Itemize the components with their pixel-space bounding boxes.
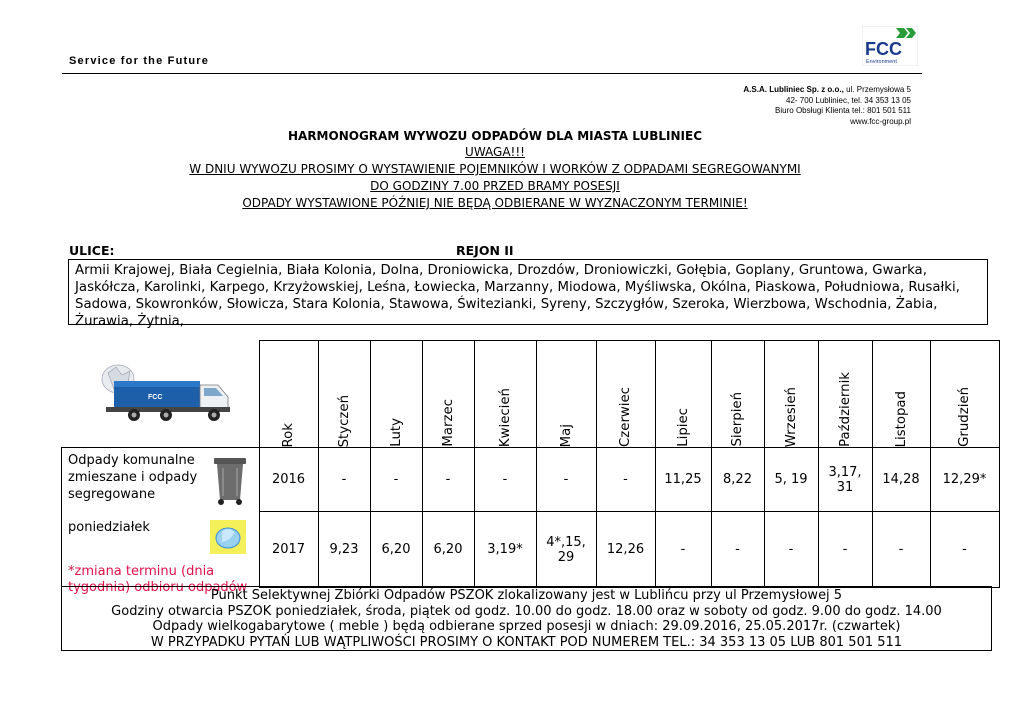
- company-name: A.S.A. Lubliniec Sp. z o.o.,: [743, 85, 844, 94]
- col-label: Listopad: [893, 390, 909, 447]
- col-label: Luty: [388, 418, 404, 447]
- svg-text:FCC: FCC: [865, 39, 902, 59]
- fcc-logo: [862, 26, 918, 66]
- cell-2017-kwiecien: 3,19*: [474, 512, 536, 588]
- svg-text:FCC: FCC: [147, 393, 162, 401]
- col-label: Czerwiec: [618, 387, 633, 447]
- truck-cell: [62, 341, 260, 448]
- col-label: Grudzień: [957, 387, 972, 447]
- warning-title: UWAGA!!!: [465, 145, 525, 159]
- cell-2017-pazdziernik: -: [818, 512, 872, 588]
- warning-line-3: ODPADY WYSTAWIONE PÓŹNIEJ NIE BĘDĄ ODBIERANE W WYZNACZONYM TERMINIE!: [242, 196, 748, 210]
- cell-2016-rok: 2016: [259, 448, 318, 512]
- cell-2017-grudzien: -: [930, 512, 999, 588]
- col-label: Sierpień: [730, 392, 745, 447]
- streets-label: ULICE:: [69, 243, 115, 258]
- region-label: REJON II: [456, 243, 514, 258]
- header-divider: [62, 73, 922, 74]
- recycling-bag-icon: [208, 518, 248, 556]
- waste-type-cell: [62, 448, 260, 595]
- page-title: HARMONOGRAM WYWOZU ODPADÓW DLA MIASTA LUBLINIEC: [287, 129, 703, 143]
- tagline: Service for the Future: [69, 55, 210, 67]
- cell-2017-czerwiec: 12,26: [596, 512, 655, 588]
- company-address: [743, 85, 911, 127]
- col-pazdziernik: [818, 341, 872, 448]
- logo-sub: Environment: [866, 59, 897, 65]
- waste-bin-icon: [210, 454, 250, 506]
- col-label: Październik: [837, 372, 853, 447]
- cell-2017-luty: 6,20: [370, 512, 422, 588]
- col-styczen: [318, 341, 370, 448]
- company-city: 42- 700 Lubliniec, tel. 34 353 13 05: [786, 95, 911, 105]
- col-grudzien: [930, 341, 999, 448]
- company-web[interactable]: www.fcc-group.pl: [850, 116, 911, 126]
- cell-2017-marzec: 6,20: [422, 512, 474, 588]
- cell-2017-styczen: 9,23: [318, 512, 370, 588]
- cell-2017-wrzesien: -: [764, 512, 818, 588]
- waste-type-label: Odpady komunalne zmieszane i odpady segregowane: [68, 453, 198, 502]
- pszok-location: Punkt Selektywnej Zbiórki Odpadów PSZOK zlokalizowany jest w Lublińcu przy ul Przemysłowej 5: [210, 588, 843, 603]
- col-wrzesien: [764, 341, 818, 448]
- pickup-day-label: poniedziałek: [68, 520, 150, 535]
- contact-info: W PRZYPADKU PYTAŃ LUB WĄTPLIWOŚCI PROSIMY O KONTAKT POD NUMEREM TEL.: 34 353 13 05 LUB 801 501 511: [150, 634, 903, 650]
- bulky-waste-dates: Odpady wielkogabarytowe ( meble ) będą odbierane sprzed posesji w dniach: 29.09.2016, 25.05.2017r. (czwartek): [152, 619, 901, 635]
- col-marzec: [422, 341, 474, 448]
- col-kwiecien: [474, 341, 536, 448]
- schedule-table: [61, 340, 1000, 595]
- cell-2016-styczen: -: [318, 448, 370, 512]
- col-label: Wrzesień: [783, 386, 799, 447]
- col-label: Kwiecień: [497, 387, 513, 447]
- footer-info: [61, 586, 992, 651]
- cell-2016-czerwiec: -: [596, 448, 655, 512]
- col-label: Styczeń: [336, 394, 352, 447]
- warning-line-1: W DNIU WYWOZU PROSIMY O WYSTAWIENIE POJEMNIKÓW I WORKÓW Z ODPADAMI SEGREGOWANYMI: [189, 162, 801, 176]
- col-lipiec: [655, 341, 711, 448]
- col-label: Marzec: [440, 399, 456, 447]
- warning-line-2: DO GODZINY 7.00 PRZED BRAMY POSESJI: [370, 179, 620, 193]
- cell-2016-listopad: 14,28: [872, 448, 930, 512]
- garbage-truck-icon: [96, 359, 236, 429]
- cell-2017-lipiec: -: [655, 512, 711, 588]
- cell-2017-rok: 2017: [259, 512, 318, 588]
- cell-2016-pazdziernik: 3,17, 31: [818, 448, 872, 512]
- cell-2016-luty: -: [370, 448, 422, 512]
- col-label: Rok: [281, 422, 296, 447]
- cell-2016-wrzesien: 5, 19: [764, 448, 818, 512]
- streets-list: Armii Krajowej, Biała Cegielnia, Biała Kolonia, Dolna, Droniowicka, Drozdów, Droniowiczki, Gołębia, Goplany, Gruntowa, Gwarka, Jaskółcza, Karolinki, Karpego, Krzyżowskiej, Leśna, Łowiecka, Marzanny, Miodowa, Myśliwska, Okólna, Piaskowa, Południowa, Rusałki, Sadowa, Skowronków, Słowicza, Stara Kolonia, Stawowa, Świtezianki, Syreny, Szczygłów, Szeroka, Wierzbowa, Wschodnia, Żabia, Żurawia, Żytnia,: [68, 259, 988, 325]
- cell-2016-lipiec: 11,25: [655, 448, 711, 512]
- col-rok: [259, 341, 318, 448]
- col-maj: [536, 341, 596, 448]
- pszok-hours: Godziny otwarcia PSZOK poniedziałek, środa, piątek od godz. 10.00 do godz. 18.00 oraz w soboty od godz. 9.00 do godz. 14.00: [111, 603, 942, 619]
- cell-2016-grudzien: 12,29*: [930, 448, 999, 512]
- cell-2017-sierpien: -: [711, 512, 764, 588]
- cell-2017-listopad: -: [872, 512, 930, 588]
- company-office: Biuro Obsługi Klienta tel.: 801 501 511: [775, 106, 911, 115]
- cell-2016-maj: -: [536, 448, 596, 512]
- col-luty: [370, 341, 422, 448]
- cell-2017-maj: 4*,15, 29: [536, 512, 596, 588]
- table-row-2016: [62, 448, 1000, 512]
- col-sierpien: [711, 341, 764, 448]
- company-street: ul. Przemysłowa 5: [843, 85, 911, 94]
- cell-2016-kwiecien: -: [474, 448, 536, 512]
- col-czerwiec: [596, 341, 655, 448]
- col-listopad: [872, 341, 930, 448]
- cell-2016-marzec: -: [422, 448, 474, 512]
- col-label: Lipiec: [675, 408, 691, 447]
- cell-2016-sierpien: 8,22: [711, 448, 764, 512]
- change-note: *zmiana terminu (dnia tygodnia) odbioru odpadów: [68, 564, 248, 595]
- schedule-header-row: [62, 341, 1000, 448]
- col-label: Maj: [558, 423, 574, 447]
